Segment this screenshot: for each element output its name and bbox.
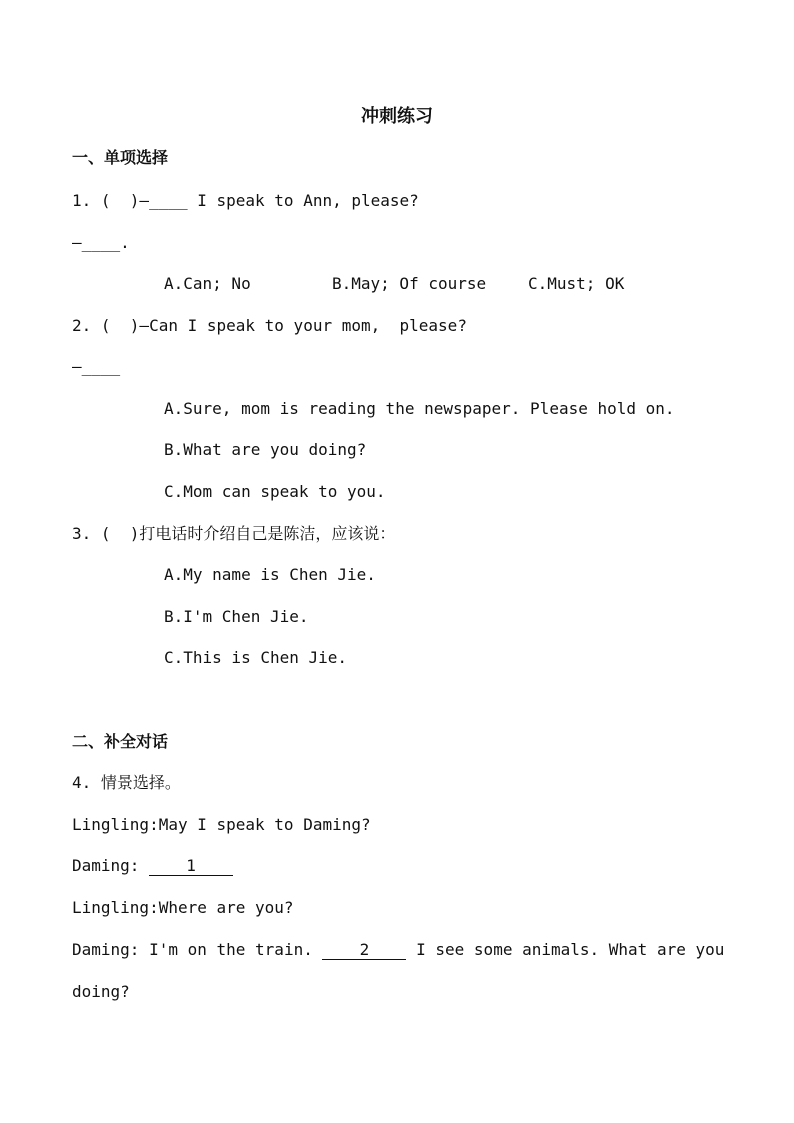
speaker-lingling: Lingling: — [72, 815, 159, 834]
section-heading-single-choice: 一、单项选择 — [72, 148, 169, 167]
speaker-lingling: Lingling: — [72, 898, 159, 917]
question-2-stem: 2. ( )—Can I speak to your mom, please? — [72, 316, 467, 335]
question-3-stem: 3. ( )打电话时介绍自己是陈洁，应该说： — [72, 524, 396, 543]
question-1-stem: 1. ( )—____ I speak to Ann, please? — [72, 191, 419, 210]
question-2-answer-line: —____ — [72, 357, 121, 376]
dialogue-line-3 — [72, 897, 294, 919]
question-1-option-b: B.May; Of course — [332, 274, 487, 293]
question-4-stem: 4. 情景选择。 — [72, 773, 181, 792]
dialogue-text: May I speak to Daming? — [158, 815, 371, 834]
question-3-option-b: B.I'm Chen Jie. — [164, 607, 309, 626]
section-heading-complete-dialogue: 二、补全对话 — [72, 732, 169, 751]
question-2-option-b: B.What are you doing? — [164, 440, 367, 459]
question-1-option-a: A.Can; No — [164, 274, 251, 293]
dialogue-line-1 — [72, 814, 371, 836]
page-title: 冲刺练习 — [361, 106, 433, 127]
question-1-option-c: C.Must; OK — [528, 274, 625, 293]
dialogue-text: Where are you? — [158, 898, 294, 917]
question-2-option-c: C.Mom can speak to you. — [164, 482, 386, 501]
dialogue-line-2 — [72, 855, 233, 877]
dialogue-text-after-blank: I see some animals. What are you — [416, 940, 725, 959]
speaker-daming: Daming: — [72, 940, 140, 959]
question-3-option-c: C.This is Chen Jie. — [164, 648, 348, 667]
speaker-daming: Daming: — [72, 856, 140, 875]
question-2-option-a: A.Sure, mom is reading the newspaper. Please hold on. — [164, 399, 675, 418]
dialogue-line-4 — [72, 939, 724, 961]
dialogue-text-before-blank: I'm on the train. — [149, 940, 313, 959]
dialogue-line-5: doing? — [72, 982, 130, 1001]
question-3-option-a: A.My name is Chen Jie. — [164, 565, 376, 584]
answer-blank-2[interactable]: 2 — [322, 941, 406, 960]
question-1-answer-line: —____. — [72, 233, 130, 252]
answer-blank-1[interactable]: 1 — [149, 857, 233, 876]
